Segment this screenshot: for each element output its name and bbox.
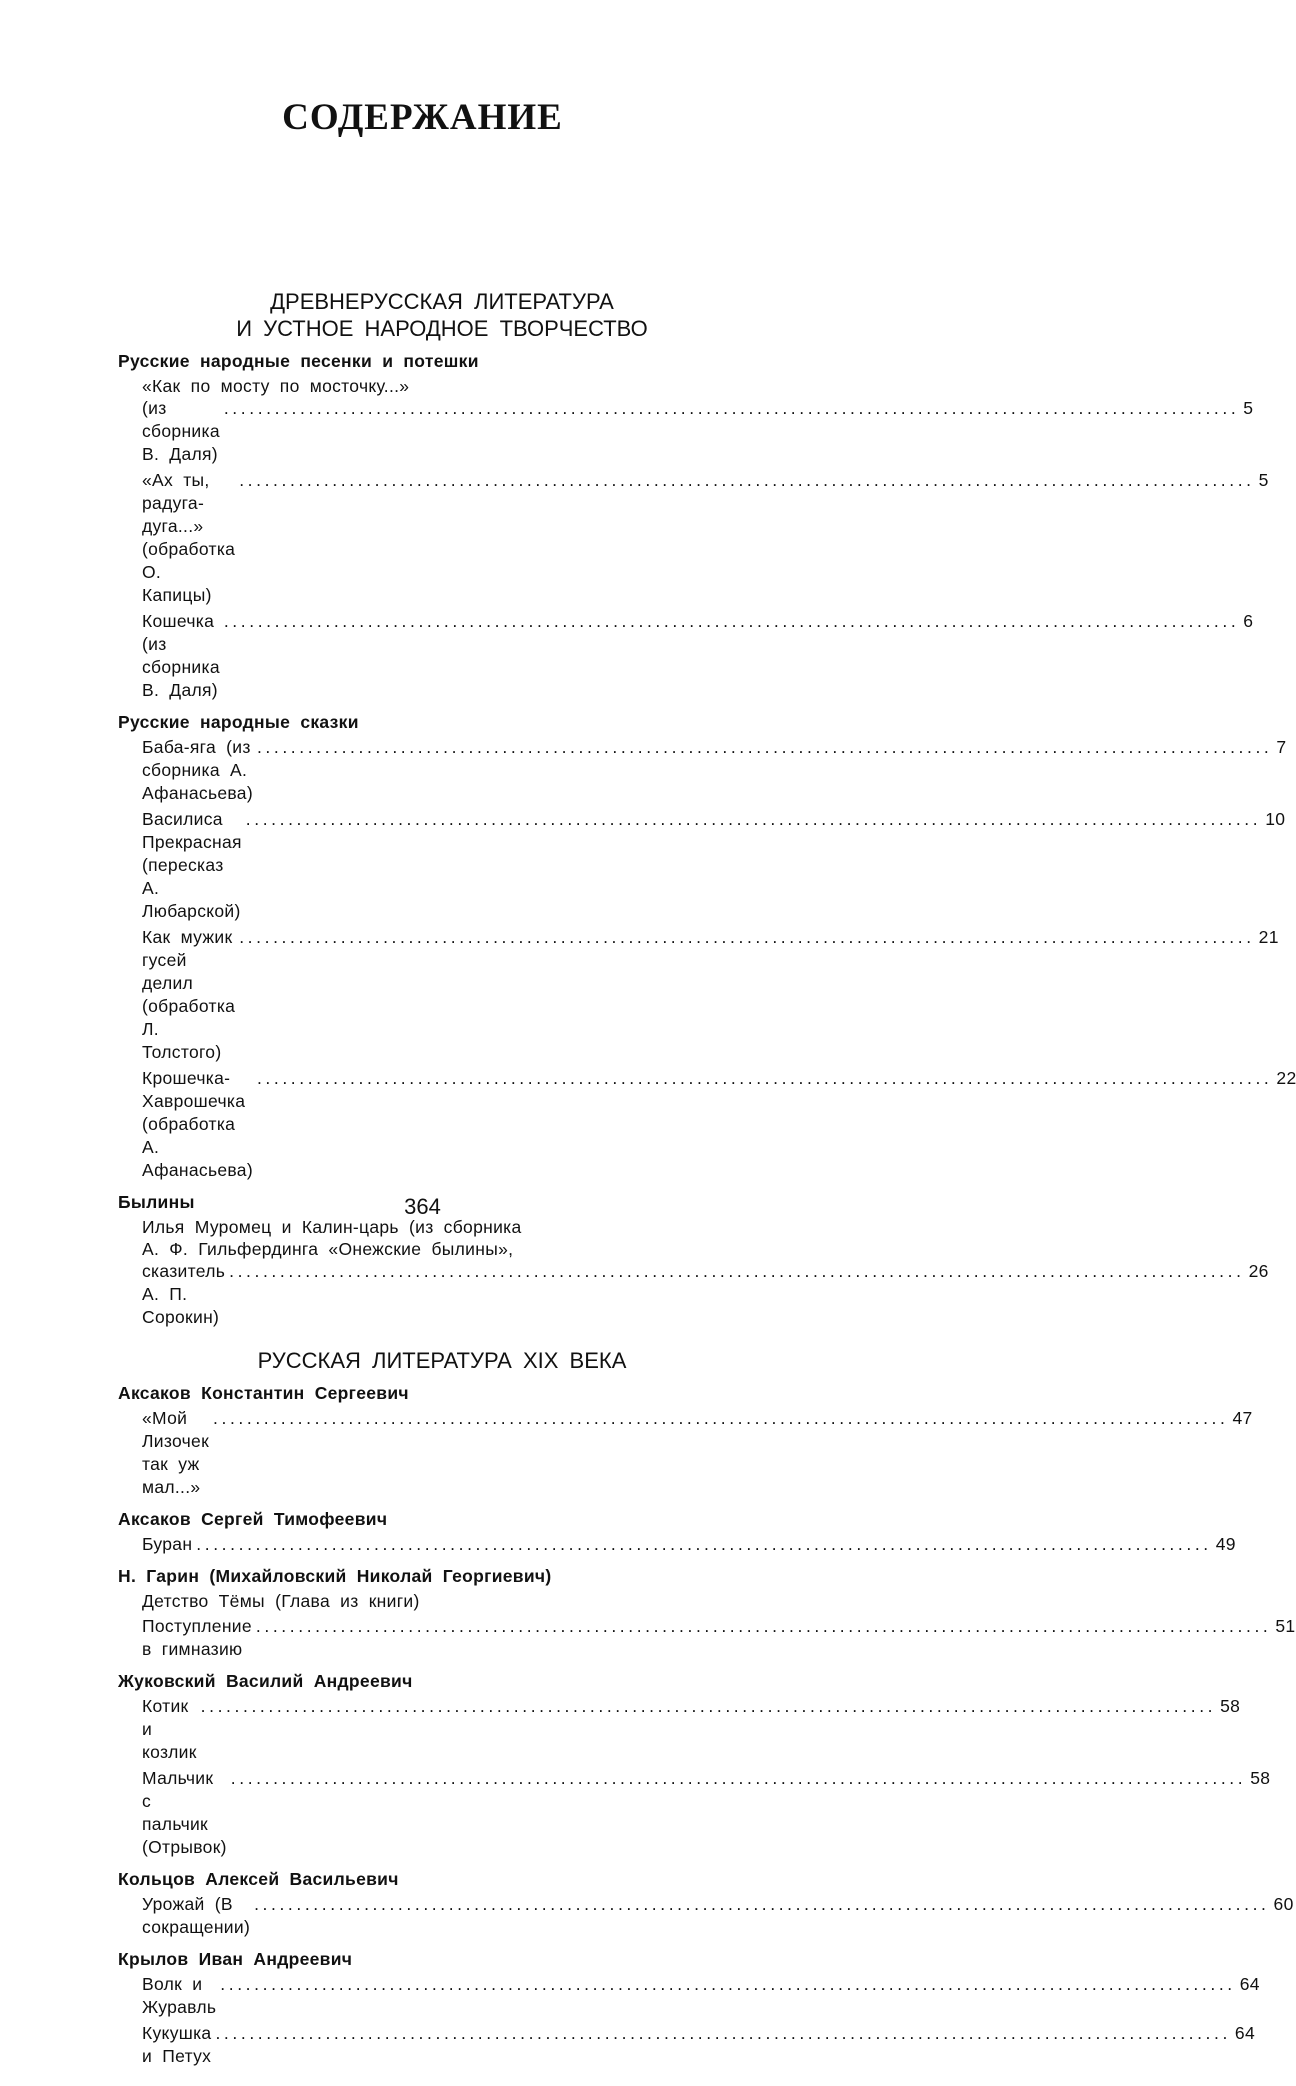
- page-number: 364: [404, 1194, 441, 1219]
- entry-title: Василиса Прекрасная (пересказ А. Любарской): [142, 809, 242, 921]
- entry-title: Мальчик с пальчик (Отрывок): [142, 1768, 227, 1857]
- table-of-contents: [118, 288, 1296, 2086]
- page-title: СОДЕРЖАНИЕ: [282, 97, 563, 138]
- entry-title: А. Ф. Гильфердинга «Онежские былины»,: [142, 1239, 514, 1259]
- toc-entry[interactable]: [118, 1973, 1260, 2019]
- toc-entry-last-line: [142, 736, 1287, 805]
- toc-group: [118, 1565, 1296, 1661]
- toc-group: [118, 1948, 1260, 2068]
- group-heading: Русские народные сказки: [118, 712, 359, 732]
- toc-entry[interactable]: [118, 1615, 1296, 1661]
- toc-section: [118, 288, 1296, 1329]
- toc-group: [118, 350, 1269, 702]
- toc-entry-last-line: [142, 1695, 1241, 1764]
- entry-title: «Как по мосту по мосточку...»: [142, 376, 410, 396]
- toc-group: [118, 1382, 1253, 1499]
- entry-title: Крошечка-Хаврошечка (обработка А. Афанасьева): [142, 1068, 253, 1180]
- dot-leader: ........................................................................................................................: [200, 1696, 1217, 1716]
- toc-entry-last-line: [142, 1533, 1236, 1556]
- entry-page-number: 7: [1276, 737, 1287, 757]
- toc-group: [118, 1508, 1236, 1556]
- dot-leader: ........................................................................................................................: [256, 1068, 1273, 1088]
- toc-group: [118, 1670, 1271, 1859]
- entry-page-number: 64: [1234, 2023, 1255, 2043]
- toc-entry-last-line: [142, 1615, 1296, 1661]
- group-heading: Аксаков Константин Сергеевич: [118, 1383, 409, 1403]
- toc-entry-last-line: [142, 926, 1279, 1064]
- dot-leader: ........................................................................................................................: [239, 470, 1255, 490]
- toc-entry[interactable]: [118, 926, 1279, 1064]
- toc-entry[interactable]: [118, 1767, 1271, 1859]
- group-heading: Аксаков Сергей Тимофеевич: [118, 1509, 388, 1529]
- toc-entry-last-line: [142, 1407, 1253, 1499]
- entry-title: Котик и козлик: [142, 1696, 197, 1762]
- entry-page-number: 10: [1265, 809, 1286, 829]
- entry-title: Баба-яга (из сборника А. Афанасьева): [142, 737, 253, 803]
- entry-title: Как мужик гусей делил (обработка Л. Толстого): [142, 927, 236, 1062]
- entry-title: сказитель А. П. Сорокин): [142, 1261, 226, 1327]
- toc-entry[interactable]: [118, 375, 1254, 466]
- entry-page-number: 22: [1276, 1068, 1296, 1088]
- toc-entry[interactable]: [118, 1893, 1294, 1939]
- toc-entry[interactable]: [118, 610, 1254, 702]
- toc-entry[interactable]: [118, 1407, 1253, 1499]
- entry-title: Волк и Журавль: [142, 1974, 217, 2017]
- entry-page-number: 60: [1273, 1894, 1294, 1914]
- toc-group: [118, 711, 1296, 1182]
- toc-entry-last-line: [142, 469, 1269, 607]
- entry-title: Поступление в гимназию: [142, 1616, 252, 1659]
- dot-leader: ........................................................................................................................: [255, 1616, 1272, 1636]
- section-title-line: И УСТНОЕ НАРОДНОЕ ТВОРЧЕСТВО: [236, 316, 648, 341]
- toc-entry[interactable]: [118, 1216, 1269, 1329]
- entry-page-number: 58: [1220, 1696, 1241, 1716]
- entry-title: Урожай (В сокращении): [142, 1894, 251, 1937]
- toc-entry[interactable]: [118, 1533, 1236, 1556]
- dot-leader: ........................................................................................................................: [254, 1894, 1270, 1914]
- entry-page-number: 47: [1232, 1408, 1253, 1428]
- entry-page-number: 49: [1215, 1534, 1236, 1554]
- dot-leader: ........................................................................................................................: [213, 1408, 1229, 1428]
- toc-entry-last-line: [142, 1260, 1269, 1329]
- dot-leader: ........................................................................................................................: [220, 1974, 1236, 1994]
- entry-page-number: 58: [1250, 1768, 1271, 1788]
- toc-entry-last-line: [142, 808, 1286, 923]
- group-heading: Н. Гарин (Михайловский Николай Георгиевич): [118, 1566, 552, 1586]
- toc-entry[interactable]: [118, 1590, 766, 1612]
- toc-entry-last-line: [142, 610, 1254, 702]
- dot-leader: ........................................................................................................................: [223, 611, 1240, 631]
- entry-page-number: 5: [1258, 470, 1269, 490]
- toc-group: [118, 1868, 1294, 1939]
- group-heading: Былины: [118, 1192, 195, 1212]
- toc-entry-last-line: [142, 1767, 1271, 1859]
- entry-title: «Мой Лизочек так уж мал...»: [142, 1408, 210, 1497]
- toc-entry-last-line: [142, 397, 1254, 466]
- dot-leader: ........................................................................................................................: [245, 809, 1262, 829]
- toc-entry-last-line: [142, 1973, 1260, 2019]
- entry-page-number: 51: [1275, 1616, 1296, 1636]
- toc-entry[interactable]: [118, 469, 1269, 607]
- group-heading: Русские народные песенки и потешки: [118, 351, 479, 371]
- toc-entry-last-line: [142, 1893, 1294, 1939]
- section-title: [118, 288, 766, 342]
- toc-entry-last-line: [142, 2022, 1255, 2068]
- entry-title: Буран: [142, 1534, 193, 1554]
- dot-leader: ........................................................................................................................: [239, 927, 1255, 947]
- toc-entry[interactable]: [118, 1695, 1241, 1764]
- dot-leader: ........................................................................................................................: [215, 2023, 1231, 2043]
- entry-page-number: 26: [1248, 1261, 1269, 1281]
- entry-title: Илья Муромец и Калин-царь (из сборника: [142, 1217, 522, 1237]
- section-title-line: РУССКАЯ ЛИТЕРАТУРА XIX ВЕКА: [257, 1348, 627, 1373]
- toc-section: [118, 1347, 1296, 2068]
- dot-leader: ........................................................................................................................: [256, 737, 1273, 757]
- toc-entry[interactable]: [118, 2022, 1255, 2068]
- entry-page-number: 5: [1243, 398, 1254, 418]
- toc-entry[interactable]: [118, 808, 1286, 923]
- entry-title: Детство Тёмы (Глава из книги): [142, 1591, 420, 1611]
- entry-title: «Ах ты, радуга-дуга...» (обработка О. Капицы): [142, 470, 236, 605]
- toc-entry-last-line: [142, 1067, 1296, 1182]
- entry-title: Кукушка и Петух: [142, 2023, 212, 2066]
- dot-leader: ........................................................................................................................: [223, 398, 1240, 418]
- group-heading: Крылов Иван Андреевич: [118, 1949, 353, 1969]
- entry-page-number: 6: [1243, 611, 1254, 631]
- entry-page-number: 21: [1258, 927, 1279, 947]
- dot-leader: ........................................................................................................................: [196, 1534, 1212, 1554]
- section-title: [118, 1347, 766, 1374]
- toc-entry[interactable]: [118, 736, 1287, 805]
- section-title-line: ДРЕВНЕРУССКАЯ ЛИТЕРАТУРА: [270, 289, 614, 314]
- group-heading: Кольцов Алексей Васильевич: [118, 1869, 399, 1889]
- group-heading: Жуковский Василий Андреевич: [118, 1671, 413, 1691]
- dot-leader: ........................................................................................................................: [230, 1768, 1247, 1788]
- toc-entry[interactable]: [118, 1067, 1296, 1182]
- entry-page-number: 64: [1239, 1974, 1260, 1994]
- entry-title: Кошечка (из сборника В. Даля): [142, 611, 220, 700]
- dot-leader: ........................................................................................................................: [229, 1261, 1245, 1281]
- entry-title: (из сборника В. Даля): [142, 398, 220, 464]
